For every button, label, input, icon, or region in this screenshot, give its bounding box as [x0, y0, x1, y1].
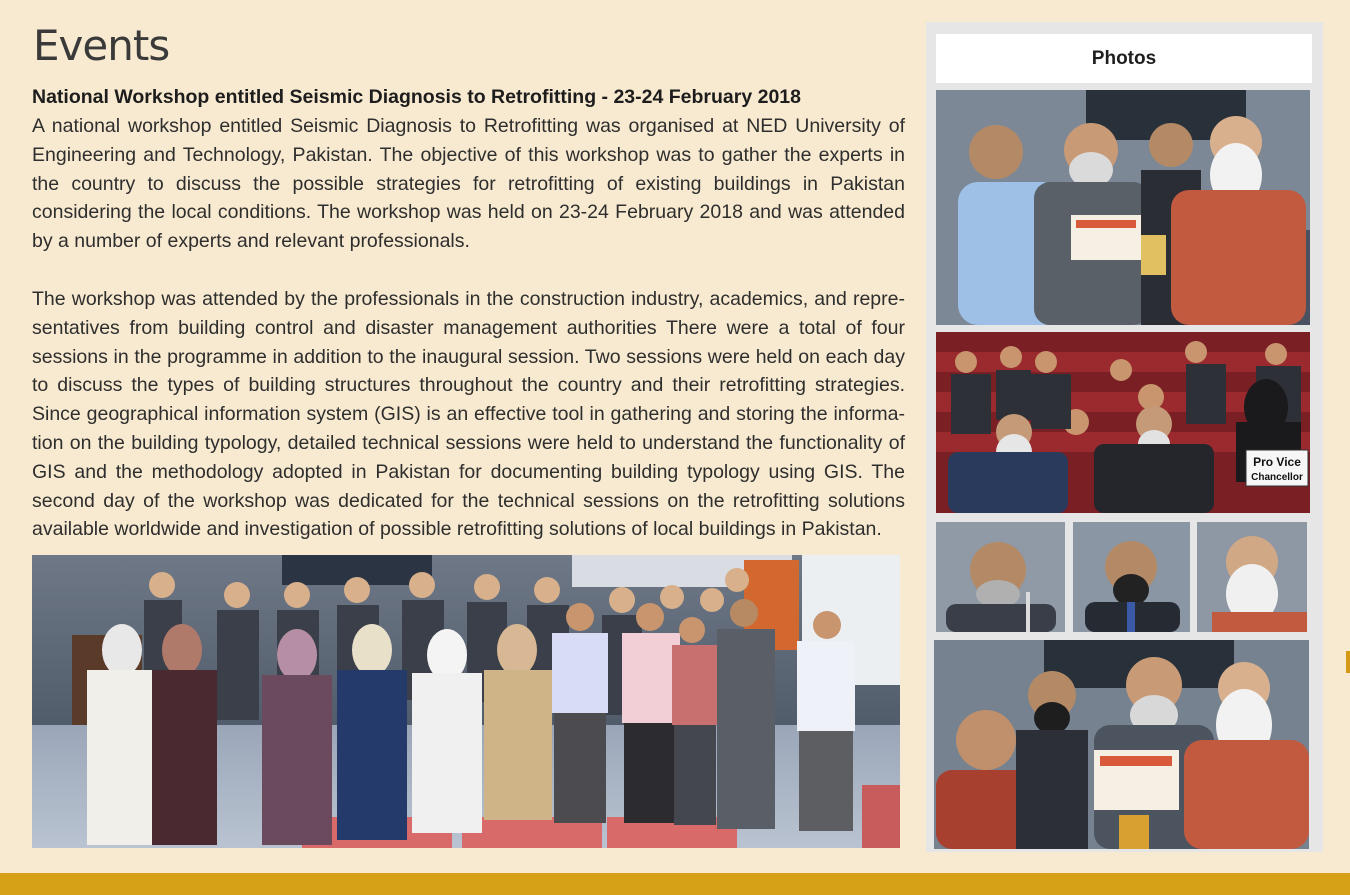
sidebar-title: Photos: [936, 34, 1312, 83]
photo-handover-2[interactable]: [934, 640, 1309, 849]
audience-sign-line-1: Pro Vice: [1253, 455, 1301, 469]
photo-portrait-1[interactable]: [936, 522, 1065, 632]
photo-audience[interactable]: [936, 332, 1310, 513]
photo-portrait-3[interactable]: [1197, 522, 1307, 632]
photo-handover-1[interactable]: [936, 90, 1310, 325]
group-photo: [32, 555, 900, 848]
page-heading: Events: [33, 21, 170, 70]
article-paragraph-1: A national workshop entitled Seismic Diagnosis to Retrofitting was organised at NED University of Engineering and Technology, Pakistan. The objective of this workshop was to gather the experts in the country to discuss the possible strategies for retrofitting of existing buildings in Pakistan considering the local conditions. The workshop was held on 23-24 February 2018 and was attended by a number of experts and relevant professionals.: [32, 115, 905, 253]
edge-marker: [1346, 651, 1350, 673]
photos-sidebar: [926, 22, 1323, 852]
footer-bar: [0, 873, 1350, 895]
photo-portrait-2[interactable]: [1073, 522, 1190, 632]
article-title: National Workshop entitled Seismic Diagnosis to Retrofitting - 23-24 February 2018: [32, 86, 801, 108]
article-paragraph-2: The workshop was attended by the professionals in the construction industry, academics, and representatives from building control and disaster management authorities There were a total of four sessions in the programme in addition to the inaugural session. Two sessions were held on each day to discuss the types of building structures throughout the country and their retrofitting strategies. Since geographical information system (GIS) is an effective tool in gathering and storing the information on the building typology, detailed technical sessions were held to understand the functionality of GIS and the methodology adopted in Pakistan for documenting building typology using GIS. The second day of the workshop was dedicated for the technical sessions on the retrofitting solutions available worldwide and investigation of possible retrofitting solutions of local buildings in Pakistan.: [32, 288, 905, 541]
audience-sign-line-2: Chancellor: [1251, 472, 1303, 483]
